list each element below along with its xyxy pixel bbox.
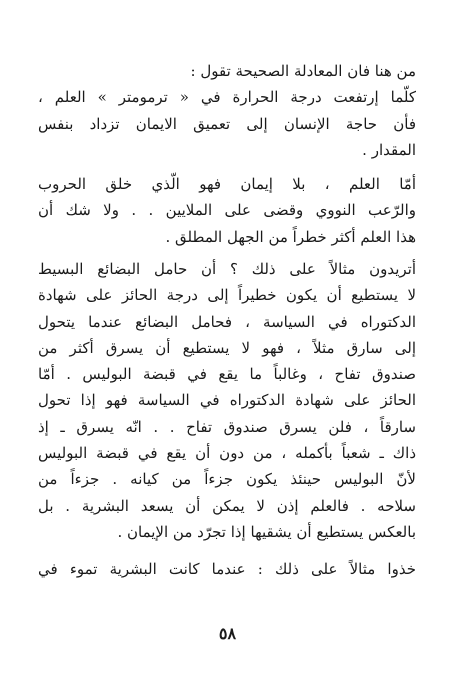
text-line: سلاحه . فالعلم إذن لا يمكن أن يسعد البشرية . بل bbox=[38, 496, 416, 515]
text-line: أمّا العلم ، بلا إيمان فهو الّذي خلق الحروب bbox=[38, 175, 416, 193]
text-line: فأن حاجة الإنسان إلى تعميق الايمان تزداد بنفس bbox=[38, 114, 416, 133]
text-line: والرّعب النووي وقضى على الملايين . . ولا شك أن bbox=[38, 201, 416, 220]
text-line: بالعكس يستطيع أن يشقيها إذا تجرّد من الإيمان . bbox=[117, 522, 416, 541]
paragraph bbox=[38, 256, 416, 545]
text-line: خذوا مثالاً على ذلك : عندما كانت البشرية تموء في bbox=[38, 560, 416, 578]
text-line: كلّما إرتفعت درجة الحرارة في « ترمومتر » العلم ، bbox=[38, 88, 416, 107]
text-line: من هنا فان المعادلة الصحيحة تقول : bbox=[190, 62, 416, 80]
paragraph bbox=[38, 58, 416, 163]
text-line: إلى سارق مثلاً ، فهو لا يستطيع أن يسرق أكثر من bbox=[38, 338, 416, 357]
text-line: الدكتوراه في السياسة ، فحامل البضائع عندما يتحول bbox=[38, 312, 416, 331]
text-line: هذا العلم أكثر خطراً من الجهل المطلق . bbox=[165, 227, 416, 246]
paragraph bbox=[38, 556, 416, 582]
text-line: سارقاً ، فلن يسرق صندوق تفاح . . انّه يسرق ـ إذ bbox=[38, 417, 416, 436]
text-line: أتريدون مثالاً على ذلك ؟ أن حامل البضائع البسيط bbox=[38, 260, 416, 278]
text-line: الحائز على شهادة الدكتوراه في السياسة فهو إذا تحول bbox=[38, 391, 416, 410]
text-line: المقدار . bbox=[362, 140, 416, 159]
text-line: لأنّ البوليس حينئذ يكون جزءاً من كيانه . جزءاً من bbox=[38, 470, 416, 489]
text-line: صندوق تفاح ، وغالباً ما يقع في قبضة البوليس . أمّا bbox=[38, 365, 416, 384]
paragraph bbox=[38, 171, 416, 250]
text-line: ذاك ـ شعباً بأكمله ، من دون أن يقع في قبضة البوليس bbox=[38, 444, 416, 463]
text-line: لا يستطيع أن يكون خطيراً إلى درجة الحائز على شهادة bbox=[38, 286, 416, 305]
page-number: ٥٨ bbox=[218, 624, 237, 643]
